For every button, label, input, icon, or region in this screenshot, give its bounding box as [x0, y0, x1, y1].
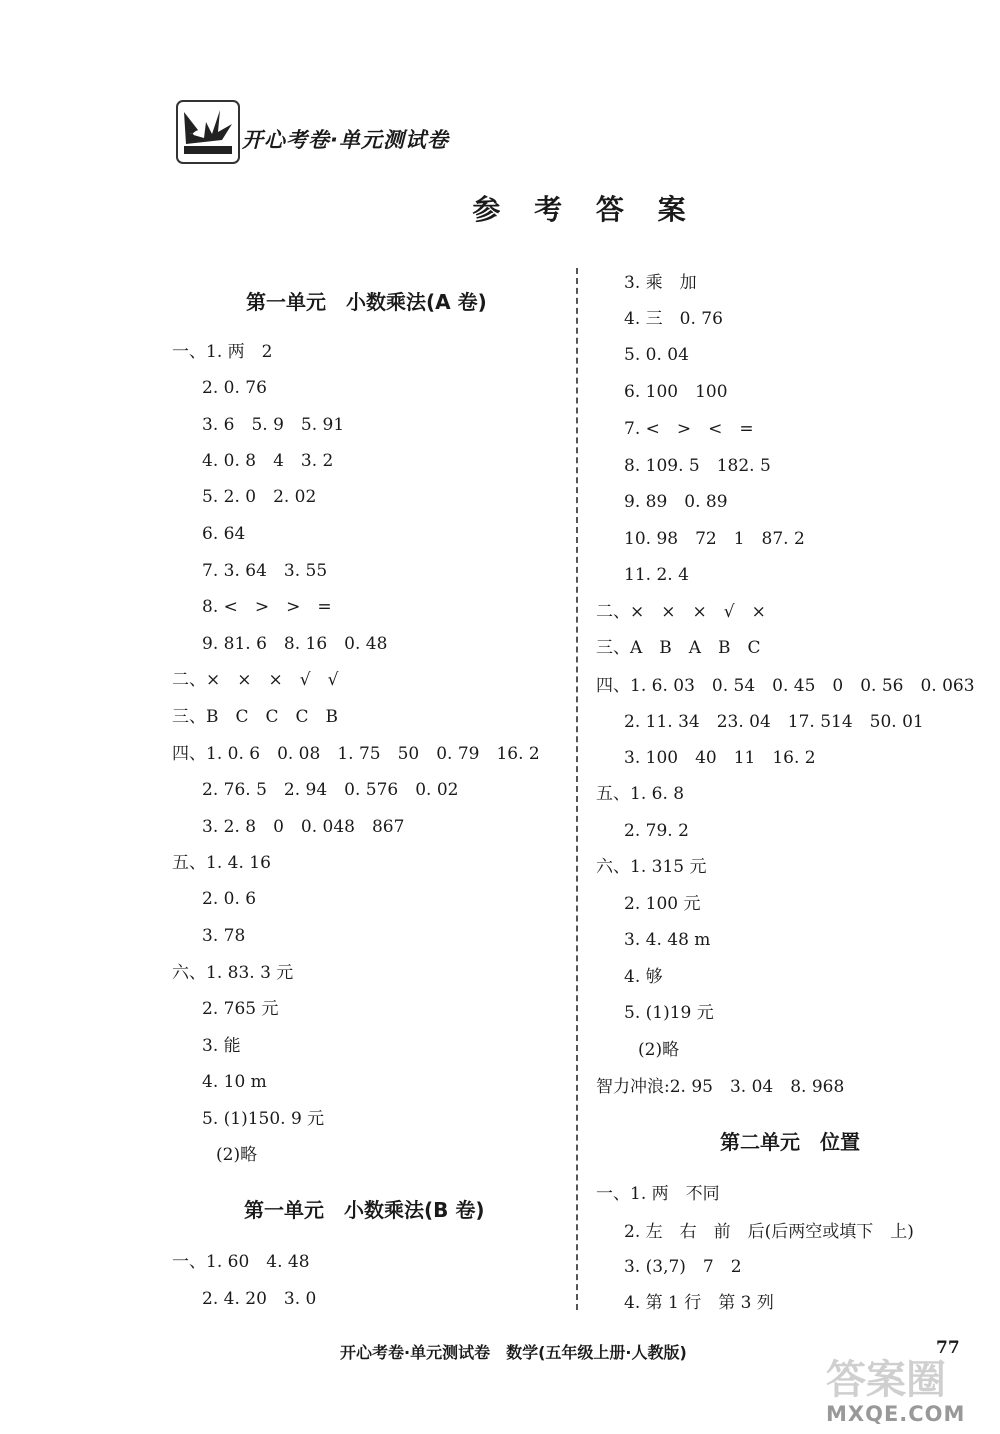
answer-line: 2. 76. 5 2. 94 0. 576 0. 02 [202, 780, 459, 800]
answer-line: 2. 0. 6 [202, 889, 257, 909]
answer-line: 9. 89 0. 89 [624, 492, 728, 512]
page-title: 参 考 答 案 [472, 193, 698, 226]
answer-line: 5. (1)19 元 [624, 1003, 714, 1023]
answer-line: 11. 2. 4 [624, 565, 689, 585]
answer-line: 5. 0. 04 [624, 345, 689, 365]
answer-line: 4. 第 1 行 第 3 列 [624, 1293, 774, 1313]
answer-line: 3. 4. 48 m [624, 930, 711, 950]
answer-line: 2. 79. 2 [624, 821, 689, 841]
answer-line: 一、1. 两 2 [172, 342, 273, 362]
answer-line: 2. 左 右 前 后(后两空或填下 上) [624, 1222, 914, 1242]
answer-line: 2. 4. 20 3. 0 [202, 1289, 317, 1309]
publisher-logo [176, 100, 240, 164]
answer-line: 四、1. 0. 6 0. 08 1. 75 50 0. 79 16. 2 [172, 744, 540, 764]
answer-line: 3. (3,7) 7 2 [624, 1257, 742, 1277]
answer-line: 3. 乘 加 [624, 273, 697, 293]
answer-line: 智力冲浪:2. 95 3. 04 8. 968 [596, 1077, 845, 1097]
watermark-site: MXQE.COM [826, 1402, 966, 1426]
brand-name: 开心考卷·单元测试卷 [242, 128, 449, 152]
footer-text: 开心考卷·单元测试卷 数学(五年级上册·人教版) [340, 1343, 687, 1362]
answer-line: 8. 109. 5 182. 5 [624, 456, 771, 476]
answer-line: 2. 11. 34 23. 04 17. 514 50. 01 [624, 712, 924, 732]
answer-line: 二、× × × √ √ [172, 670, 339, 690]
answer-line: 三、B C C C B [172, 707, 339, 727]
answer-line: 7. < > < = [624, 419, 754, 439]
answer-line: (2)略 [216, 1145, 258, 1165]
answer-line: 4. 0. 8 4 3. 2 [202, 451, 334, 471]
answer-line: 3. 6 5. 9 5. 91 [202, 415, 345, 435]
watermark-logo: 答案圈 [826, 1357, 946, 1403]
answer-line: 2. 100 元 [624, 894, 701, 914]
answer-line: 五、1. 6. 8 [596, 784, 685, 804]
answer-line: 3. 2. 8 0 0. 048 867 [202, 817, 405, 837]
answer-line: 8. < > > = [202, 597, 332, 617]
answer-line: 五、1. 4. 16 [172, 853, 271, 873]
answer-line: (2)略 [638, 1040, 680, 1060]
answer-line: 10. 98 72 1 87. 2 [624, 529, 805, 549]
answer-line: 3. 78 [202, 926, 246, 946]
section-heading: 第一单元 小数乘法(A 卷) [246, 290, 487, 314]
answer-line: 六、1. 83. 3 元 [172, 963, 294, 983]
answer-line: 2. 0. 76 [202, 378, 267, 398]
answer-line: 6. 100 100 [624, 382, 728, 402]
answer-line: 2. 765 元 [202, 999, 279, 1019]
section-heading: 第二单元 位置 [720, 1130, 860, 1154]
answer-line: 三、A B A B C [596, 638, 761, 658]
answer-line: 六、1. 315 元 [596, 857, 707, 877]
answer-line: 4. 够 [624, 967, 663, 987]
page-number: 77 [936, 1338, 960, 1358]
answer-line: 3. 100 40 11 16. 2 [624, 748, 816, 768]
answer-line: 3. 能 [202, 1036, 241, 1056]
column-divider [576, 268, 578, 1310]
answer-line: 二、× × × √ × [596, 602, 766, 622]
answer-line: 一、1. 两 不同 [596, 1184, 720, 1204]
answer-line: 7. 3. 64 3. 55 [202, 561, 328, 581]
answer-line: 9. 81. 6 8. 16 0. 48 [202, 634, 388, 654]
answer-line: 四、1. 6. 03 0. 54 0. 45 0 0. 56 0. 063 [596, 676, 975, 696]
answer-line: 5. (1)150. 9 元 [202, 1109, 325, 1129]
answer-line: 5. 2. 0 2. 02 [202, 487, 317, 507]
answer-line: 6. 64 [202, 524, 246, 544]
answer-line: 4. 三 0. 76 [624, 309, 723, 329]
section-heading: 第一单元 小数乘法(B 卷) [244, 1198, 485, 1222]
answer-line: 4. 10 m [202, 1072, 267, 1092]
svg-text:K: K [186, 128, 199, 144]
answer-line: 一、1. 60 4. 48 [172, 1252, 310, 1272]
